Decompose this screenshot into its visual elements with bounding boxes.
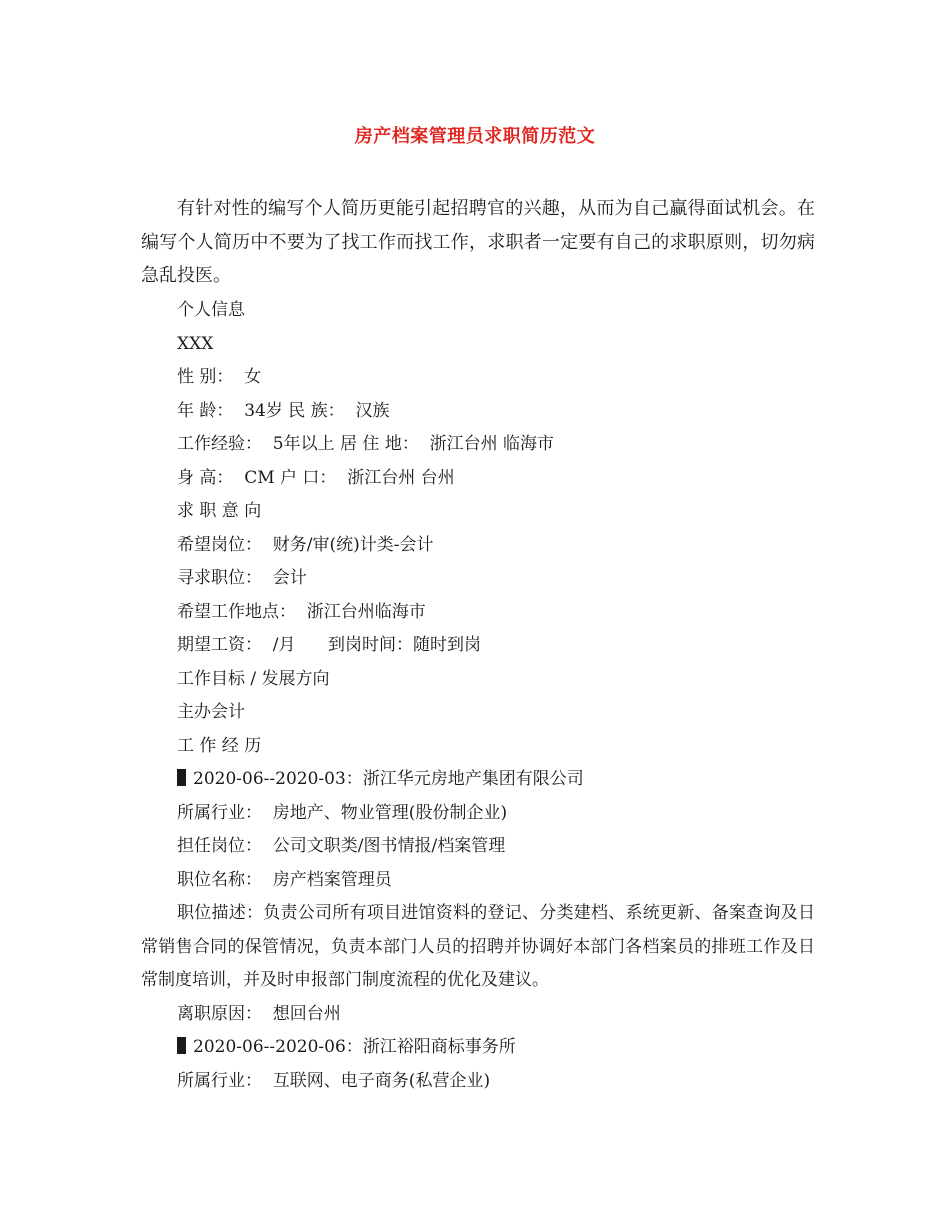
desired-post-line: 希望岗位： 财务/审(统)计类-会计 bbox=[177, 534, 434, 555]
bullet-block-icon bbox=[177, 769, 186, 786]
job-2-period-company-text: 2020-06--2020-06：浙江裕阳商标事务所 bbox=[193, 1037, 516, 1057]
height-hukou-line: 身 高： CM 户 口： 浙江台州 台州 bbox=[177, 467, 455, 488]
bullet-block-icon bbox=[177, 1037, 186, 1054]
job-1-industry: 所属行业： 房地产、物业管理(股份制企业) bbox=[177, 802, 508, 823]
job-1-description: 职位描述：负责公司所有项目进馆资料的登记、分类建档、系统更新、备案查询及日常销售合同的保管情况，负责本部门人员的招聘并协调好本部门各档案员的排班工作及日常制度培训，并及时申报部门制度流程的优化及建议。 bbox=[141, 903, 815, 990]
candidate-name: XXX bbox=[177, 333, 214, 354]
document-title: 房产档案管理员求职简历范文 bbox=[354, 126, 596, 147]
salary-start-line: 期望工资： /月 到岗时间：随时到岗 bbox=[177, 635, 481, 655]
intro-paragraph: 有针对性的编写个人简历更能引起招聘官的兴趣，从而为自己赢得面试机会。在编写个人简历中不要为了找工作而找工作，求职者一定要有自己的求职原则，切勿病急乱投医。 bbox=[141, 198, 815, 286]
experience-residence-line: 工作经验： 5年以上 居 住 地： 浙江台州 临海市 bbox=[177, 434, 555, 454]
job-intent-heading: 求 职 意 向 bbox=[177, 501, 262, 521]
age-ethnicity-line: 年 龄： 34岁 民 族： 汉族 bbox=[177, 400, 390, 421]
job-1-period-company bbox=[141, 763, 815, 797]
job-1-title: 职位名称： 房产档案管理员 bbox=[177, 869, 392, 890]
desired-location-line: 希望工作地点： 浙江台州临海市 bbox=[177, 601, 426, 622]
resume-body bbox=[141, 294, 815, 1098]
job-2-industry: 所属行业： 互联网、电子商务(私营企业) bbox=[177, 1070, 491, 1091]
work-history-heading: 工 作 经 历 bbox=[177, 735, 262, 756]
work-goal-heading: 工作目标 / 发展方向 bbox=[177, 668, 330, 689]
seeking-post-line: 寻求职位： 会计 bbox=[177, 568, 307, 588]
work-goal-value: 主办会计 bbox=[177, 702, 245, 722]
personal-info-heading: 个人信息 bbox=[177, 300, 245, 320]
job-2-period-company bbox=[141, 1031, 815, 1065]
job-1-period-company-text: 2020-06--2020-03：浙江华元房地产集团有限公司 bbox=[193, 769, 584, 789]
job-1-post: 担任岗位： 公司文职类/图书情报/档案管理 bbox=[177, 836, 506, 856]
job-1-leaving-reason: 离职原因： 想回台州 bbox=[177, 1003, 341, 1024]
gender-line: 性 别： 女 bbox=[177, 367, 262, 387]
